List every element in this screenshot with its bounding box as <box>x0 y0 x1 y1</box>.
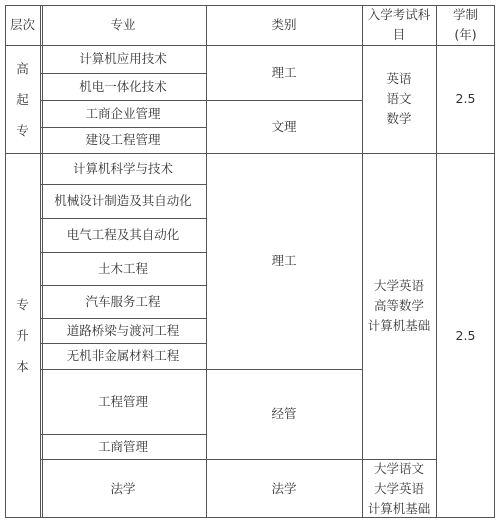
major-cell: 工程管理 <box>97 393 148 409</box>
exam-subject: 计算机基础 <box>367 318 431 333</box>
major-cell: 工商企业管理 <box>85 105 161 121</box>
header-duration <box>436 5 495 45</box>
major-cell: 土木工程 <box>97 260 148 276</box>
level-char: 升 <box>16 328 29 343</box>
exam-subject: 英语 <box>386 71 412 86</box>
category-cell: 文理 <box>271 118 297 134</box>
duration-cell: 2.5 <box>455 91 476 106</box>
category-cell: 法学 <box>271 480 297 496</box>
header-exam-subjects: 入学考试科目 <box>367 7 431 42</box>
major-cell: 建设工程管理 <box>85 132 161 147</box>
exam-subject: 大学语文 <box>373 460 424 476</box>
major-cell: 机械设计制造及其自动化 <box>54 193 192 208</box>
exam-subject: 语文 <box>386 91 412 106</box>
exam-subject: 数学 <box>386 111 412 126</box>
exam-subject: 大学英语 <box>373 278 424 293</box>
level-char: 专 <box>16 122 29 138</box>
major-cell: 计算机科学与技术 <box>72 160 173 176</box>
major-cell: 电气工程及其自动化 <box>66 227 180 242</box>
exam-subjects-cell <box>362 153 436 459</box>
level-char: 高 <box>16 60 29 76</box>
header-category: 类别 <box>271 17 297 32</box>
exam-subject: 计算机基础 <box>367 500 431 516</box>
header-duration-line2: (年) <box>454 27 477 42</box>
major-cell: 法学 <box>110 480 136 496</box>
major-cell: 道路桥梁与渡河工程 <box>66 322 180 338</box>
exam-subjects-cell <box>362 459 436 518</box>
category-cell: 理工 <box>271 64 297 80</box>
header-duration-line1: 学制 <box>452 7 478 22</box>
major-cell: 无机非金属材料工程 <box>66 348 180 363</box>
exam-subject: 高等数学 <box>373 298 424 313</box>
category-cell: 理工 <box>271 253 297 268</box>
level-char: 专 <box>16 297 29 312</box>
major-cell: 机电一体化技术 <box>79 78 167 94</box>
level-cell-gaoqizhuan <box>5 45 40 153</box>
header-level: 层次 <box>9 17 35 32</box>
major-cell: 工商管理 <box>97 438 148 454</box>
level-cell-zhuanshengben <box>5 153 40 518</box>
exam-subject: 大学英语 <box>373 480 424 496</box>
header-major: 专业 <box>110 17 136 32</box>
major-cell: 计算机应用技术 <box>79 51 167 66</box>
exam-subjects-cell <box>362 45 436 153</box>
duration-cell: 2.5 <box>455 327 476 343</box>
category-cell: 经管 <box>271 406 297 421</box>
major-cell: 汽车服务工程 <box>85 293 161 309</box>
level-char: 起 <box>16 91 29 107</box>
level-char: 本 <box>16 359 29 374</box>
